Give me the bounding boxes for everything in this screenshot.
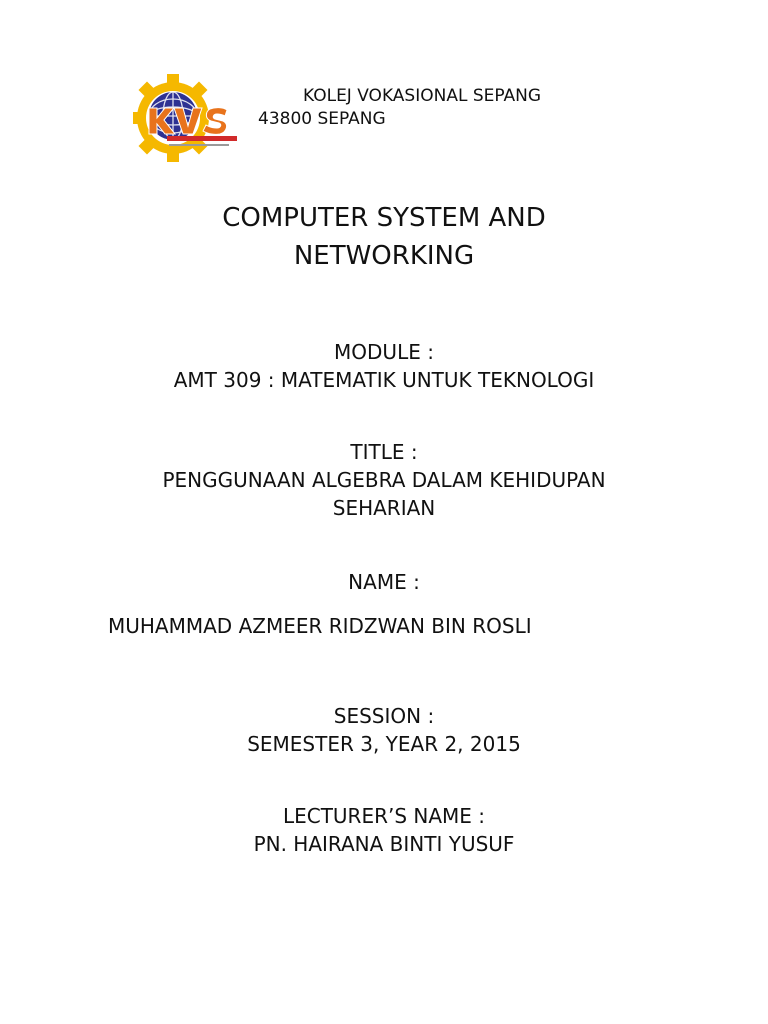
course-title-line-2: NETWORKING — [293, 241, 475, 271]
school-name: KOLEJ VOKASIONAL SEPANG — [303, 86, 542, 106]
banner-bar — [167, 136, 237, 141]
module-value: AMT 309 : MATEMATIK UNTUK TEKNOLOGI — [173, 368, 595, 392]
school-address: 43800 SEPANG — [258, 109, 386, 129]
lecturer-value: PN. HAIRANA BINTI YUSUF — [253, 832, 515, 856]
name-value: MUHAMMAD AZMEER RIDZWAN BIN ROSLI — [108, 614, 532, 638]
session-value: SEMESTER 3, YEAR 2, 2015 — [247, 732, 521, 756]
tagline-bar — [169, 144, 229, 146]
lecturer-label: LECTURER’S NAME : — [282, 804, 486, 828]
name-label: NAME : — [348, 570, 420, 594]
title-label: TITLE : — [350, 440, 418, 464]
session-label: SESSION : — [333, 704, 435, 728]
title-line-1: PENGGUNAAN ALGEBRA DALAM KEHIDUPAN — [162, 468, 606, 492]
course-title-line-1: COMPUTER SYSTEM AND — [222, 203, 546, 233]
module-label: MODULE : — [334, 340, 434, 364]
kvs-logo — [131, 72, 249, 164]
title-line-2: SEHARIAN — [332, 496, 436, 520]
